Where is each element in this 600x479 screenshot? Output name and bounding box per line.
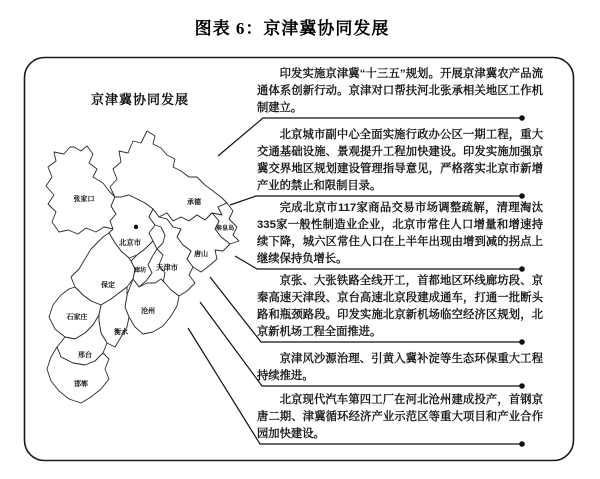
callout-text-3: 完成北京市117家商品交易市场调整疏解，清理淘汰335家一般性制造业企业，北京市常住人口增量和增速持续下降，城六区常住人口在上半年出现由增到减的拐点上继续保持负增长。 [257, 202, 543, 265]
map-title: 京津冀协同发展 [90, 92, 189, 107]
city-label-shijiazhuang: 石家庄 [66, 314, 88, 321]
city-label-qinhuangdao: 秦皇岛 [215, 225, 235, 232]
city-label-beijing: 北京市 [119, 238, 141, 247]
city-label-tangshan: 唐山 [194, 251, 208, 258]
city-label-baoding: 保定 [101, 282, 115, 289]
city-label-zhangjiakou: 张家口 [73, 196, 95, 203]
beijing-capital-dot [134, 225, 138, 229]
callout-text-1: 印发实施京津冀“十三五”规划。开展京津冀农产品流通体系创新行动。京津对口帮扶河北张承相关地区工作机制建立。 [257, 68, 543, 114]
callout-text-5: 京津风沙源治理、引黄入冀补淀等生态环保重大工程持续推进。 [257, 353, 543, 382]
figure-title: 图表 6：京津冀协同发展 [194, 19, 390, 38]
callout-text-4: 京张、大张铁路全线开工，首都地区环线廊坊段、京秦高速天津段、京台高速北京段建成通车，打通一批断头路和瓶颈路段。印发实施北京新机场临空经济区规划，北京新机场工程全面推进。 [257, 275, 543, 338]
city-label-langfang: 廊坊 [133, 267, 147, 274]
city-label-tianjin: 天津市 [156, 263, 178, 272]
city-label-handan: 邯郸 [74, 381, 88, 388]
city-label-chengde: 承德 [187, 199, 201, 206]
city-label-cangzhou: 沧州 [141, 308, 155, 315]
map-region-zhangjiakou [46, 146, 116, 234]
city-label-hengshui: 衡水 [114, 329, 128, 336]
callout-text-6: 北京现代汽车第四工厂在河北沧州建成投产，首钢京唐二期、津冀循环经济产业示范区等重大项目和产业合作园加快建设。 [257, 394, 543, 440]
callout-text-2: 北京城市副中心全面实施行政办公区一期工程，重大交通基础设施、景观提升工程加快建设。印发实施加强京冀交界地区规划建设管理指导意见，严格落实北京市新增产业的禁止和限制目录。 [257, 129, 543, 192]
city-label-xingtai: 邢台 [78, 352, 92, 359]
